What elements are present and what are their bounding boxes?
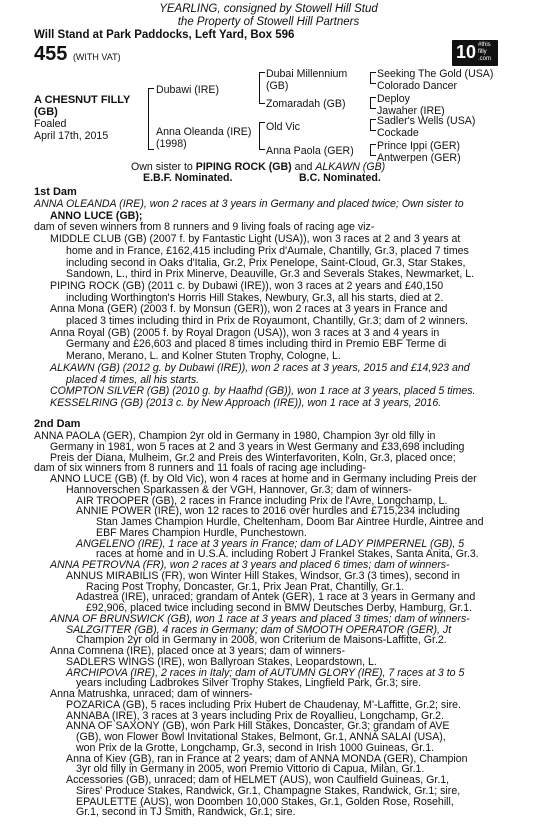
sd-sire: Deploy [377, 93, 410, 105]
first-dam-line: dam of seven winners from 8 runners and 9 living foals of racing age viz- [34, 221, 375, 234]
second-dam-line: SALZGITTER (GB), 4 races in Germany; dam of SMOOTH OPERATOR (GER), Jt [66, 623, 452, 636]
foaled-date: April 17th, 2015 [34, 130, 109, 142]
second-dam-line: ANNIE POWER (IRE), won 12 races to 2016 over hurdles and £715,234 including [76, 505, 460, 518]
first-dam-line: Germany and £26,603 and placed 8 times including third in Premio EBF Terme di [66, 338, 447, 351]
first-dam-line: placed 3 times including third in Prix de Royaumont, Chantilly, Gr.3; dam of 2 winners. [66, 315, 468, 327]
own-sister-and: and [294, 161, 313, 173]
lot-value: 455 [34, 43, 68, 65]
first-dam-line: Merano, Merano, L. and Kolner Stuten Trophy, Cologne, L. [66, 350, 341, 363]
pedigree-bracket-sire [259, 72, 265, 104]
second-dam-title: 2nd Dam [34, 418, 81, 430]
lot-number [34, 43, 121, 68]
ds-dam: Cockade [377, 127, 419, 139]
ss-sire: Seeking The Gold (USA) [377, 68, 494, 80]
first-dam-line: ANNO LUCE (GB); [50, 209, 143, 222]
second-dam-line: Racing Post Trophy, Doncaster, Gr.1, Prix Jean Prat, Chantilly, Gr.1. [86, 580, 405, 593]
first-dam-line: home and in France, £162,415 including Prix d'Aumale, Chantilly, Gr.3, placed 7 times [66, 244, 469, 257]
first-dam-line: COMPTON SILVER (GB) (2010 g. by Haafhd (GB)), won 1 race at 3 years, placed 5 times. [50, 385, 476, 398]
second-dam-line: Germany in 1981, won 5 races at 2 and 3 years in West Germany and £33,698 including [50, 440, 465, 453]
second-dam-line: Preis der Diana, Mulheim, Gr.2 and Preis des Winterfavoriten, Koln, Gr.3, placed once; [50, 451, 456, 464]
first-dam-line: including second in Oaks d'Italia, Gr.2, Prix Penelope, Saint-Cloud, Gr.3, Star Stakes, [66, 256, 466, 269]
first-dam-line: Anna Royal (GB) (2005 f. by Royal Dragon (USA)), won 3 races at 3 and 4 years in [50, 326, 440, 339]
second-dam-line: Sires' Produce Stakes, Randwick, Gr.1, Champagne Stakes, Randwick, Gr.1; sire, [76, 784, 461, 797]
second-dam-line: ANNA OF BRUNSWICK (GB), won 1 race at 3 years and placed 3 times; dam of winners- [50, 612, 470, 625]
bracket-ds [370, 119, 376, 131]
horse-name [34, 94, 130, 118]
second-dam-line: Adastrea (IRE), unraced; grandam of Antek (GER), 1 race at 3 years in Germany and [76, 591, 476, 604]
bracket-ss [370, 72, 376, 84]
own-sister-prefix: Own sister to [131, 161, 193, 173]
ds-sire: Sadler's Wells (USA) [377, 115, 476, 127]
second-dam-line: Stan James Champion Hurdle, Cheltenham, Doom Bar Aintree Hurdle, Aintree and [96, 516, 484, 528]
first-dam-title: 1st Dam [34, 186, 77, 198]
second-dam-line: ANNUS MIRABILIS (FR), won Winter Hill Stakes, Windsor, Gr.3 (3 times), second in [66, 569, 460, 582]
second-dam-line: races at home and in U.S.A. including Robert J Frankel Stakes, Santa Anita, Gr.3. [96, 548, 479, 561]
second-dam-line: ANGELENO (IRE), 1 race at 3 years in France; dam of LADY PIMPERNEL (GB), 5 [76, 537, 465, 550]
sire-name: Dubawi (IRE) [156, 84, 219, 96]
horse-title: A CHESNUT FILLY [34, 94, 131, 106]
dam-year: (1998) [156, 138, 187, 150]
first-dam-line: ALKAWN (GB) (2012 g. by Dubawi (IRE)), won 2 races at 3 years, 2015 and £14,923 and [50, 361, 470, 374]
second-dam-line: ANNA PETROVNA (FR), won 2 races at 3 years and placed 6 times; dam of winners- [50, 559, 450, 571]
consignor-line: YEARLING, consigned by Stowell Hill Stud [159, 3, 378, 15]
second-dam-line: Hannoverschen Sparkassen & der VGH, Hannover, Gr.3; dam of winners- [66, 483, 412, 496]
second-dam-line: ARCHIPOVA (IRE), 2 races in Italy; dam of AUTUMN GLORY (IRE), 7 races at 3 to 5 [66, 666, 465, 679]
second-dam-line: ANNO LUCE (GB) (f. by Old Vic), won 4 races at home and in Germany including Preis der [50, 473, 477, 485]
second-dam-line: EPAULETTE (AUS), won Doomben 10,000 Stakes, Gr.1, Golden Rose, Rosehill, [76, 795, 454, 808]
second-dam-line: Champion 2yr old in Germany in 2008, won Criterium de Maisons-Laffitte, Gr.2. [76, 634, 447, 647]
first-dam-line: ANNA OLEANDA (IRE), won 2 races at 3 years in Germany and placed twice; Own sister to [34, 198, 464, 210]
pedigree-bracket-main [148, 88, 154, 150]
second-dam-line: Anna of Kiev (GB), ran in France at 2 years; dam of ANNA MONDA (GER), Champion [66, 752, 468, 765]
foaled-label: Foaled [34, 118, 67, 130]
second-dam-line: SADLERS WINGS (IRE), won Ballyroan Stakes, Leopardstown, L. [66, 655, 377, 668]
first-dam-line: Anna Mona (GER) (2003 f. by Monsun (GER)), won 2 races at 3 years in France and [50, 303, 448, 316]
logo-text: #this filly .com [478, 42, 492, 62]
second-dam-line: dam of six winners from 8 runners and 11 foals of racing age including- [34, 462, 366, 475]
bracket-sd [370, 97, 376, 109]
sire-dam: Zomaradah (GB) [266, 98, 346, 110]
second-dam-line: ANNA OF SAXONY (GB), won Park Hill Stakes, Doncaster, Gr.3; grandam of AVE [66, 720, 450, 733]
second-dam-line: EBF Mares Champion Hurdle, Punchestown. [96, 526, 307, 539]
vat-note: (WITH VAT) [72, 52, 121, 62]
first-dam-line: Sandown, L., third in Prix Minerve, Deauville, Gr.3 and Severals Stakes, Newmarket, L. [66, 268, 475, 281]
first-dam-line: PIPING ROCK (GB) (2011 c. by Dubawi (IRE)), won 3 races at 2 years and £40,150 [50, 279, 444, 292]
dam-sire: Old Vic [266, 121, 300, 133]
this-filly-logo [452, 40, 498, 66]
ss-dam: Colorado Dancer [377, 80, 458, 92]
bracket-dd [370, 144, 376, 156]
second-dam-line: Anna Comnena (IRE), placed once at 3 years; dam of winners- [50, 645, 346, 657]
horse-country: (GB) [34, 106, 58, 118]
first-dam-line: KESSELRING (GB) (2013 c. by New Approach (IRE)), won 1 race at 3 years, 2016. [50, 396, 442, 409]
sd-dam: Jawaher (IRE) [377, 105, 445, 117]
logo-number: 10 [456, 42, 477, 62]
second-dam-line: Gr.1, second in TJ Smith, Randwick, Gr.1; sire. [76, 806, 296, 819]
own-sister-name1: PIPING ROCK (GB) [195, 161, 292, 173]
pedigree-bracket-dam [259, 122, 265, 150]
first-dam-line: placed 4 times, all his starts. [66, 373, 200, 386]
second-dam-line: ANNABA (IRE), 3 races at 3 years including Prix de Royallieu, Longchamp, Gr.2. [66, 709, 445, 722]
dd-sire: Prince Ippi (GER) [377, 140, 461, 152]
ebf-nominated: E.B.F. Nominated. [143, 172, 233, 184]
second-dam-line: Accessories (GB), unraced; dam of HELMET (AUS), won Caulfield Guineas, Gr.1, [66, 774, 450, 786]
second-dam-line: (GB), won Flower Bowl Invitational Stakes, Belmont, Gr.1, ANNA SALAI (USA), [76, 731, 446, 743]
own-sister-name2: ALKAWN (GB) [315, 161, 386, 173]
second-dam-line: ANNA PAOLA (GER), Champion 2yr old in Germany in 1980, Champion 3yr old filly in [34, 430, 436, 442]
first-dam-line: including Worthington's Horris Hill Stakes, Newbury, Gr.3, all his starts, died at 2. [66, 291, 444, 304]
property-line: the Property of Stowell Hill Partners [177, 16, 360, 28]
second-dam-line: 3yr old filly in Germany in 2005, won Premio Vittorio di Capua, Milan, Gr.1. [76, 763, 425, 776]
second-dam-line: POZARICA (GB), 5 races including Prix Hubert de Chaudenay, M'-Laffitte, Gr.2; sire. [66, 698, 461, 711]
first-dam-line: MIDDLE CLUB (GB) (2007 f. by Fantastic Light (USA)), won 3 races at 2 and 3 years at [50, 233, 461, 246]
dam-name: Anna Oleanda (IRE) [156, 126, 252, 138]
dd-dam: Antwerpen (GER) [377, 152, 461, 164]
dam-dam: Anna Paola (GER) [266, 145, 354, 157]
second-dam-line: AIR TROOPER (GB), 2 races in France including Prix de l'Avre, Longchamp, L. [76, 494, 448, 507]
second-dam-line: £92,906, placed twice including second in BMW Deutsches Derby, Hamburg, Gr.1. [86, 602, 473, 614]
stand-location: Will Stand at Park Paddocks, Left Yard, Box 596 [34, 29, 295, 41]
sire-sire: Dubai Millennium [266, 68, 348, 80]
bc-nominated: B.C. Nominated. [299, 172, 381, 184]
second-dam-line: Anna Matrushka, unraced; dam of winners- [50, 688, 253, 700]
sire-sire-country: (GB) [266, 80, 289, 92]
second-dam-line: years including Ladbrokes Silver Trophy Stakes, Lingfield Park, Gr.3; sire. [76, 677, 422, 690]
consignor-header [0, 3, 537, 29]
second-dam-line: won Prix de la Grotte, Longchamp, Gr.3, second in Irish 1000 Guineas, Gr.1. [76, 741, 435, 754]
